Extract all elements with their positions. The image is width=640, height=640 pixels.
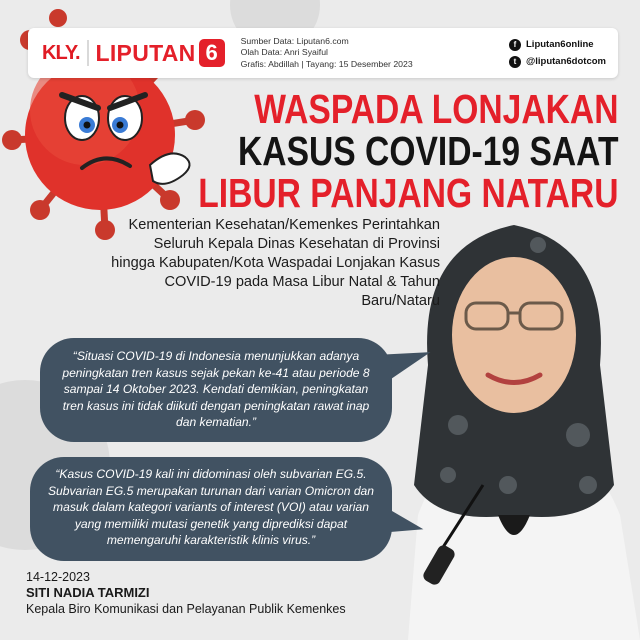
subtitle: Kementerian Kesehatan/Kemenkes Perintahkan Seluruh Kepala Dinas Kesehatan di Provinsi hingga Kabupaten/Kota Waspadai Lonjakan Kasus COVID-19 pada Masa Libur Natal & Tahun Baru/Nataru [111,217,440,309]
twitter-icon: t [509,56,521,68]
twitter-link[interactable] [509,53,606,70]
liputan6-logo[interactable] [42,33,225,73]
header-bar [28,28,618,78]
speaker-attribution [26,570,346,617]
twitter-handle: @liputan6dotcom [526,56,606,67]
logo-divider [87,40,89,66]
social-handles [509,36,606,70]
data-line: Olah Data: Anri Syaiful [240,47,328,58]
source-line: Sumber Data: Liputan6.com [240,35,349,46]
headline-line-1: WASPADA LONJAKAN [253,86,619,132]
source-info [241,36,413,71]
facebook-icon: f [509,39,521,51]
graphic-line: Grafis: Abdillah | Tayang: 15 Desember 2023 [240,58,413,69]
headline-line-2: KASUS COVID-19 SAAT [237,128,618,174]
liputan-six-badge: 6 [199,39,225,67]
quote-bubble-2 [30,457,392,561]
speaker-name: SITI NADIA TARMIZI [26,585,150,600]
headline-line-3: LIBUR PANJANG NATARU [197,170,618,216]
quote-date: 14-12-2023 [26,570,90,584]
liputan-logo-text: LIPUTAN [95,39,196,66]
facebook-handle: Liputan6online [526,39,594,50]
facebook-link[interactable] [509,36,606,53]
kly-logo-text: KLY. [42,41,80,64]
quote-bubble-1 [40,338,392,442]
quote-text-2: “Kasus COVID-19 kali ini didominasi oleh subvarian EG.5. Subvarian EG.5 merupakan turunan dari varian Omicron dan masuk dalam kategori variants of interest (VOI) atau varian yang memiliki mutasi genetik yang diprediksi dapat memengaruhi karakteristik klinis virus.” [47,467,375,547]
speaker-role: Kepala Biro Komunikasi dan Pelayanan Publik Kemenkes [26,602,346,616]
quote-text-1: “Situasi COVID-19 di Indonesia menunjukkan adanya peningkatan tren kasus sejak pekan ke-41 atau periode 8 sampai 14 Oktober 2023. Kendati demikian, peningkatan tren kasus ini tidak diikuti dengan peningkatan rawat inap dan kematian.” [62,349,370,429]
